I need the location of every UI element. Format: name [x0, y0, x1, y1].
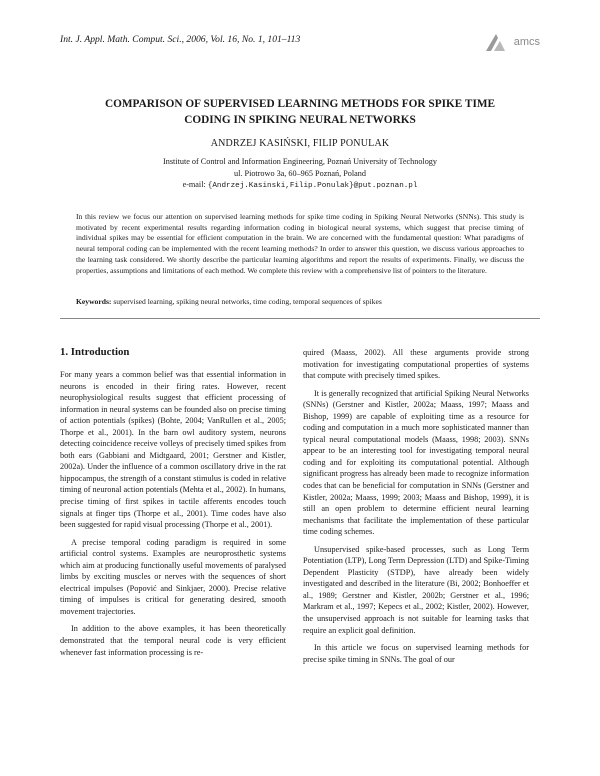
- email-address: {Andrzej.Kasinski,Filip.Ponulak}@put.poznan.pl: [207, 182, 418, 191]
- paragraph: In addition to the above examples, it has been theoretically demonstrated that the temporal neural code is very efficient whenever fast information processing is re-: [60, 624, 286, 657]
- paper-authors: ANDRZEJ KASIŃSKI, FILIP PONULAK: [210, 138, 390, 149]
- paragraph: Unsupervised spike-based processes, such as Long Term Potentiation (LTP), Long Term Depression (LTD) and Spike-Timing Dependent Plasticity (STDP), have already been widely investigated and described in the literature (Bi, 2002; Bonhoeffer et al., 1989; Gerstner and Kistler, 2002b; Gerstner et al., 1996; Markram et al., 1997; Kepecs et al., 2002; Kistler, 2002). However, the unsupervised approach is not suitable for learning tasks that require an explicit goal definition.: [303, 544, 529, 635]
- page-header: [60, 31, 540, 53]
- keywords-label: Keywords:: [76, 297, 112, 306]
- email-prefix: e-mail:: [182, 180, 208, 190]
- paper-title: [60, 96, 540, 128]
- paper-title-line-1: COMPARISON OF SUPERVISED LEARNING METHODS FOR SPIKE TIME: [104, 98, 496, 110]
- journal-citation: Int. J. Appl. Math. Comput. Sci., 2006, Vol. 16, No. 1, 101–113: [60, 34, 301, 45]
- affiliation-address: ul. Piotrowo 3a, 60–965 Poznań, Poland: [234, 168, 366, 178]
- paragraph: A precise temporal coding paradigm is required in some artificial control systems. Examples are neuroprosthetic systems which aim at producing functionally useful movements of paralysed limbs by exciting muscles or nerves with the sequences of short electrical impulses (Popović and Sinkjaer, 2000). Precise relative timing of impulses is critical for generating desired, smooth movement trajectories.: [60, 537, 286, 616]
- left-column: [60, 345, 286, 664]
- paragraph: In this article we focus on supervised learning methods for precise spike timing in SNNs. The goal of our: [303, 643, 529, 664]
- affiliation: [60, 156, 540, 193]
- section-divider: [60, 318, 540, 319]
- paragraph: For many years a common belief was that essential information in neurons is encoded in their firing rates. However, recent neurophysiological results suggest that efficient processing of information in neural systems can be founded also on precise timing of action potentials (spikes) (Bohte, 2004; VanRullen et al., 2005; Thorpe et al., 2001). In the barn owl auditory system, neurons detecting coincidence receive volleys of precisely timed spikes from both ears (Gabbiani and Midtgaard, 2001; Gerstner and Kistler, 2002a). Under the influence of a common oscillatory drive in the rat hippocampus, the strength of a constant stimulus is coded in relative timing of neuronal action potentials (Mehta et al., 2002). In humans, precise timing of first spikes in tactile afferents encodes touch signals at finger tips (Thorpe et al., 2001). Time codes have also been suggested for rapid visual processing (Thorpe et al., 2001).: [60, 370, 286, 530]
- amcs-logo-text: amcs: [513, 36, 540, 48]
- paragraph: quired (Maass, 2002). All these arguments provide strong motivation for investigating computational properties of systems that compute with precisely timed spikes.: [303, 348, 529, 381]
- paper-title-line-2: CODING IN SPIKING NEURAL NETWORKS: [184, 114, 416, 126]
- right-column: [303, 347, 529, 671]
- amcs-logo-icon: [484, 31, 508, 53]
- keywords: [76, 297, 524, 306]
- abstract: In this review we focus our attention on supervised learning methods for spike time coding in Spiking Neural Networks (SNNs). This study is motivated by recent experimental results regarding information coding in biological neural systems, which suggest that precise timing of individual spikes may be essential for efficient computation in the brain. We are concerned with the fundamental question: What paradigms of neural temporal coding can be implemented with the recent learning methods? In order to answer this question, we discuss various approaches to the learning task considered. We shortly describe the particular learning algorithms and report the results of experiments. Finally, we discuss the properties, assumptions and limitations of each method. We complete this review with a comprehensive list of pointers to the literature.: [76, 212, 524, 275]
- section-title-introduction: 1. Introduction: [60, 346, 130, 358]
- keywords-text: supervised learning, spiking neural networks, time coding, temporal sequences of spikes: [111, 297, 382, 306]
- amcs-logo: [484, 31, 540, 53]
- affiliation-institute: Institute of Control and Information Engineering, Poznań University of Technology: [163, 157, 437, 166]
- affiliation-email-line: [60, 179, 540, 193]
- paragraph: It is generally recognized that artificial Spiking Neural Networks (SNNs) (Gerstner and Kistler, 2002a; Maass, 1997; Maass and Bishop, 1999) are capable of exploiting time as a resource for coding and computation in a much more sophisticated manner than typical neural computational models (Maass, 1998; 2003). SNNs appear to be an interesting tool for investigating temporal neural coding and for exploiting its computational potential. Although significant progress has already been made to recognize information codes that can be beneficial for computation in SNNs (Gerstner and Kistler, 2002a; Maass, 1999; 2003; Maass and Bishop, 1999), it is still an open problem to determine efficient neural learning mechanisms that facilitate the implementation of these particular time coding schemes.: [303, 388, 529, 537]
